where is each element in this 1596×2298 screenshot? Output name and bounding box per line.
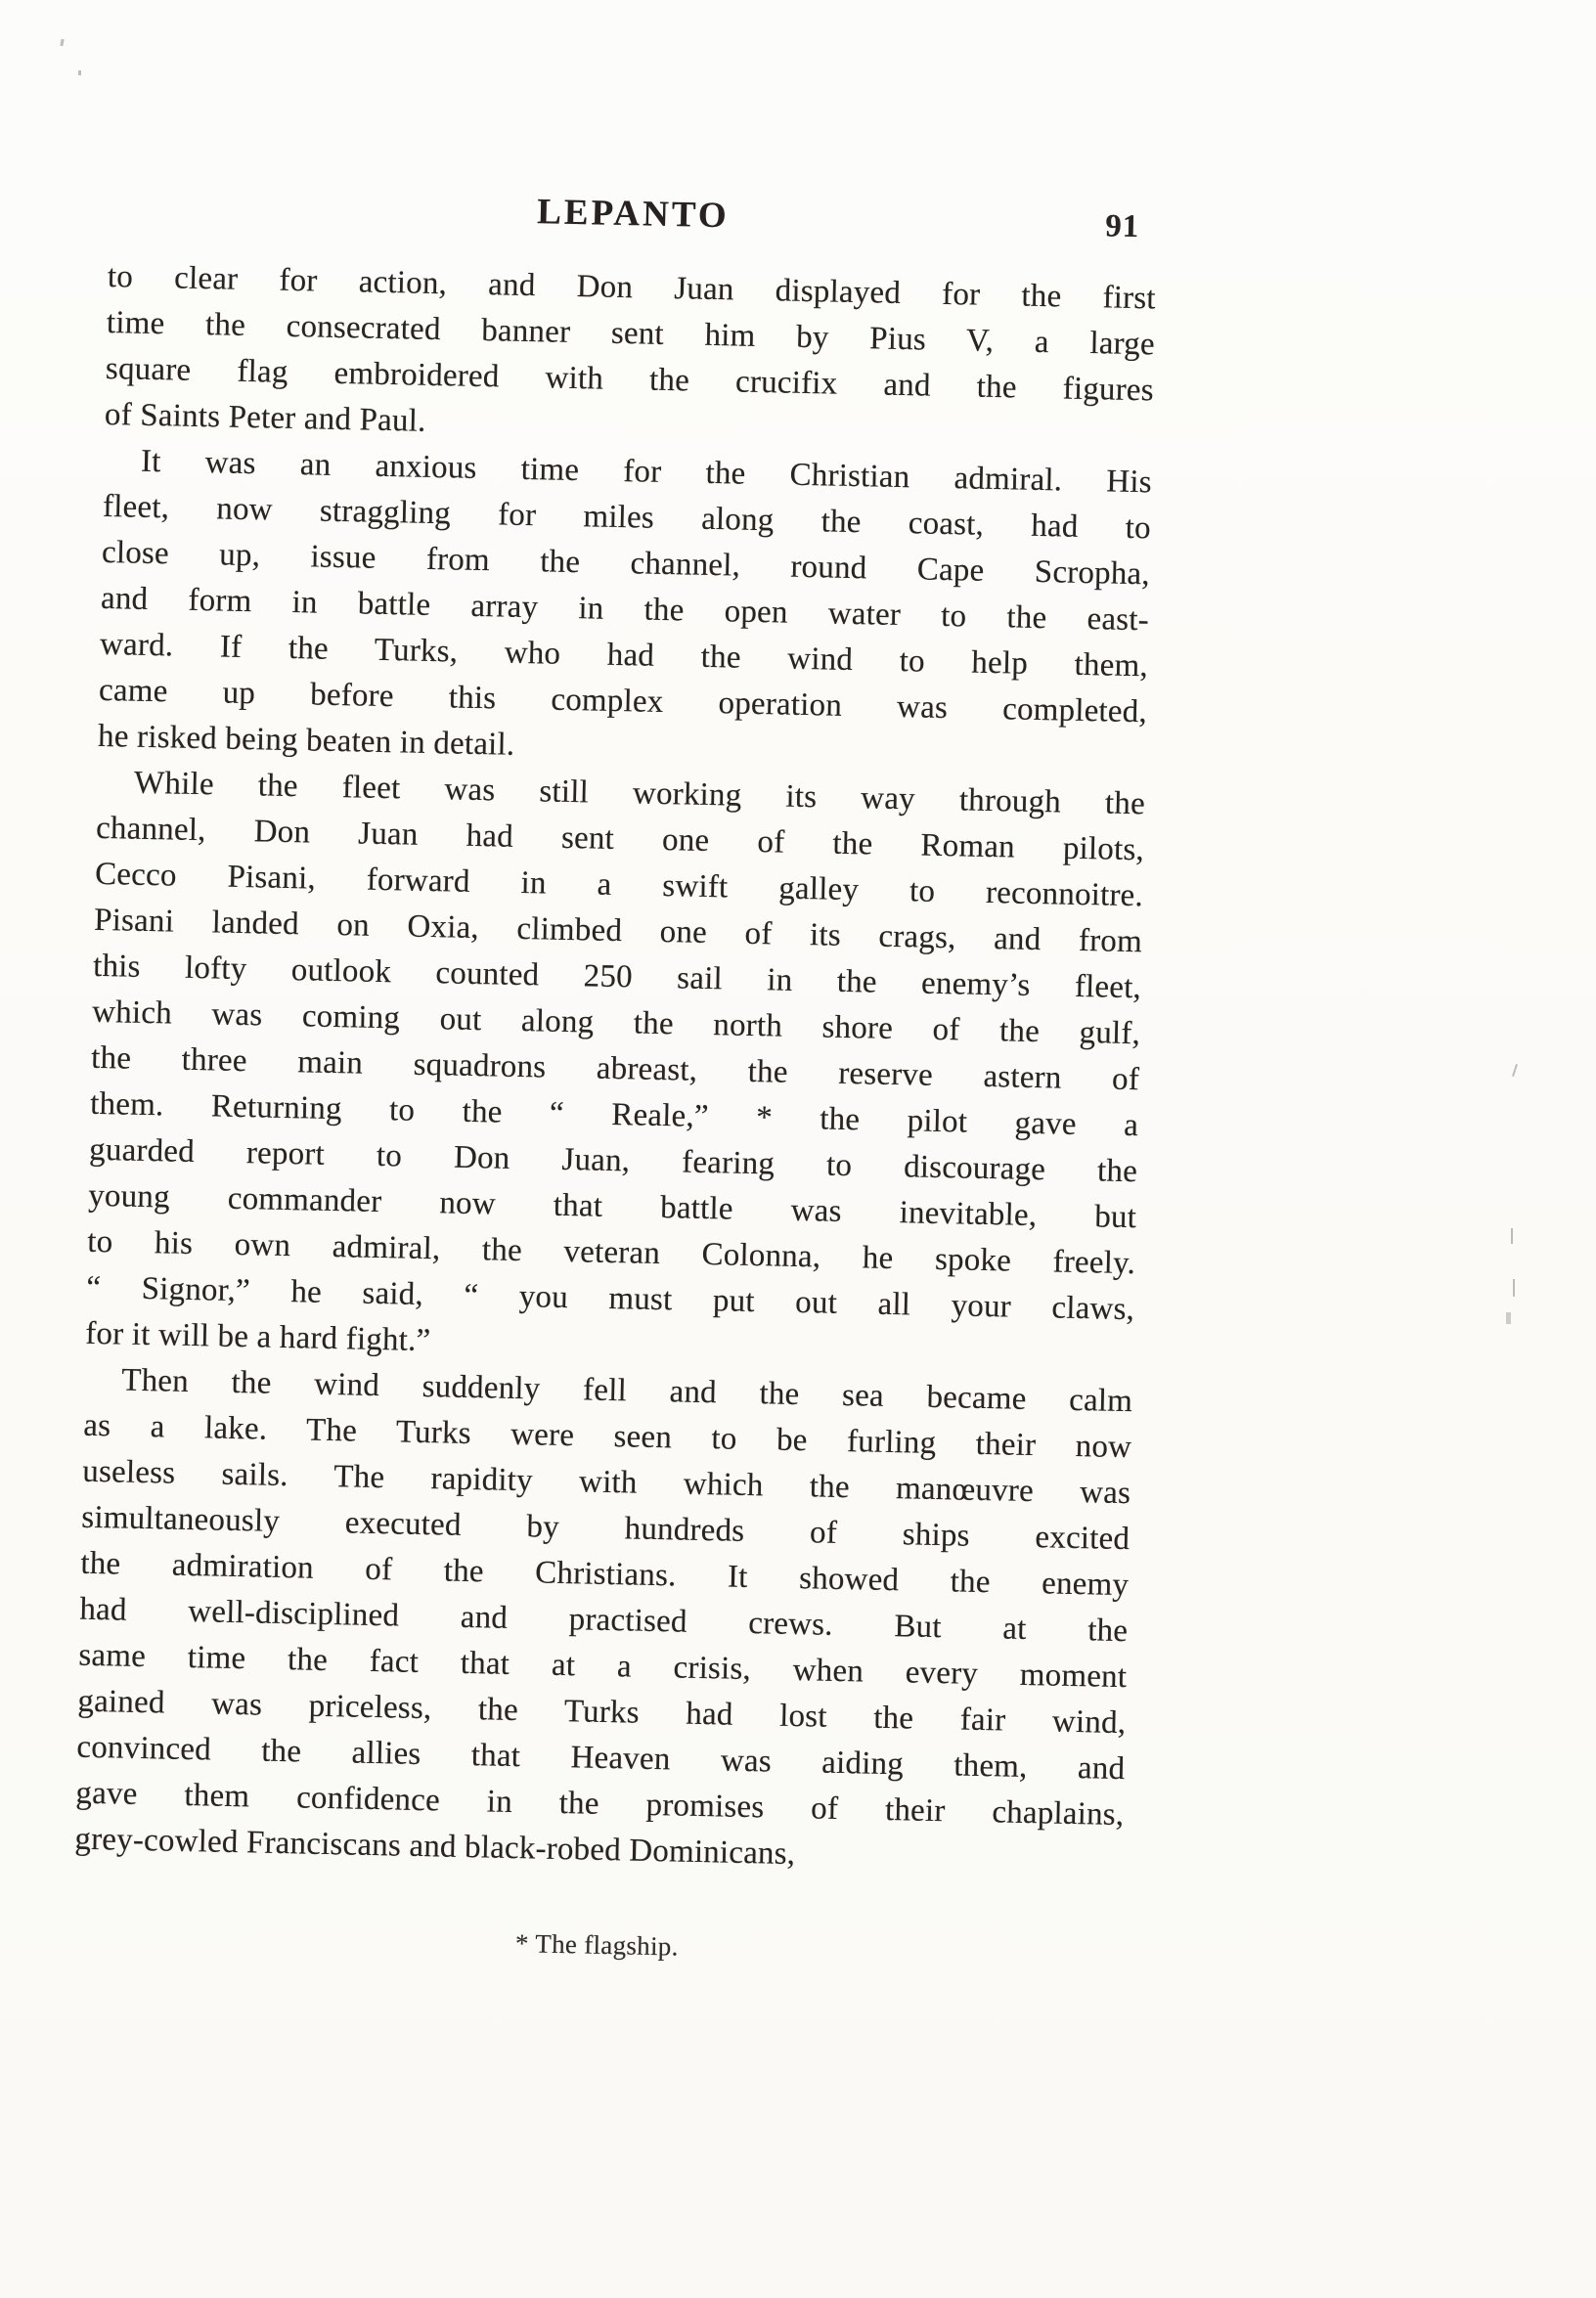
scan-artifact bbox=[1511, 1228, 1513, 1244]
text-line: simultaneously executed by hundreds of ships excited bbox=[81, 1499, 1130, 1558]
paragraph bbox=[105, 254, 1157, 460]
text-line: While the fleet was still working its way through the bbox=[133, 765, 1146, 822]
text-block bbox=[72, 182, 1158, 1971]
scan-artifact bbox=[1512, 1064, 1518, 1077]
text-line: “ Signor,” he said, “ you must put out all your claws, bbox=[85, 1269, 1135, 1328]
text-line: Pisani landed on Oxia, climbed one of its crags, and from bbox=[93, 902, 1143, 960]
scan-artifact bbox=[1506, 1312, 1511, 1324]
chapter-title: LEPANTO bbox=[536, 192, 731, 237]
page-number: 91 bbox=[1104, 208, 1140, 245]
text-line: close up, issue from the channel, round Cape Scropha, bbox=[101, 534, 1151, 593]
text-line: convinced the allies that Heaven was aiding them, and bbox=[76, 1729, 1126, 1788]
text-line: channel, Don Juan had sent one of the Roman pilots, bbox=[95, 810, 1145, 868]
text-line: Then the wind suddenly fell and the sea became calm bbox=[120, 1362, 1133, 1420]
scan-artifact bbox=[60, 39, 64, 46]
text-line: time the consecrated banner sent him by Pius V, a large bbox=[106, 304, 1156, 363]
text-line: for it will be a hard fight.” bbox=[84, 1315, 431, 1359]
scan-artifact bbox=[1513, 1279, 1515, 1297]
text-line: the admiration of the Christians. It showed the enemy bbox=[80, 1545, 1130, 1604]
text-line: to his own admiral, the veteran Colonna, he spoke freely. bbox=[86, 1223, 1136, 1282]
text-line: he risked being beaten in detail. bbox=[97, 718, 515, 763]
text-line: It was an anxious time for the Christian admiral. His bbox=[140, 443, 1153, 501]
text-line: as a lake. The Turks were seen to be furling their now bbox=[82, 1407, 1132, 1466]
text-line: this lofty outlook counted 250 sail in the enemy’s fleet, bbox=[92, 948, 1142, 1006]
text-line: which was coming out along the north shore of the gulf, bbox=[91, 994, 1141, 1052]
text-line: square flag embroidered with the crucifix and the figures bbox=[105, 350, 1155, 409]
text-line: useless sails. The rapidity with which the manœuvre was bbox=[81, 1453, 1131, 1512]
text-line: gave them confidence in the promises of their chaplains, bbox=[75, 1775, 1125, 1834]
paragraph bbox=[98, 438, 1153, 781]
page-body bbox=[74, 254, 1156, 1884]
text-line: the three main squadrons abreast, the reserve astern of bbox=[90, 1039, 1140, 1098]
text-line: ward. If the Turks, who had the wind to help them, bbox=[99, 626, 1149, 685]
text-line: to clear for action, and Don Juan displayed for the first bbox=[107, 258, 1157, 317]
text-line: of Saints Peter and Paul. bbox=[104, 396, 426, 439]
text-line: young commander now that battle was inevitable, but bbox=[87, 1177, 1137, 1236]
page-header bbox=[109, 182, 1158, 254]
text-line: Cecco Pisani, forward in a swift galley to reconnoitre. bbox=[94, 856, 1144, 914]
text-line: guarded report to Don Juan, fearing to discourage the bbox=[88, 1131, 1138, 1190]
text-line: gained was priceless, the Turks had lost the fair wind, bbox=[77, 1683, 1127, 1742]
footnote: * The flagship. bbox=[514, 1928, 680, 1962]
scan-artifact bbox=[78, 70, 81, 75]
paragraph bbox=[74, 1357, 1133, 1884]
text-line: came up before this complex operation was completed, bbox=[98, 672, 1148, 730]
text-line: fleet, now straggling for miles along the coast, had to bbox=[102, 488, 1152, 547]
text-line: and form in battle array in the open water to the east- bbox=[100, 580, 1150, 639]
text-line: grey-cowled Franciscans and black-robed Dominicans, bbox=[74, 1821, 796, 1873]
text-line: had well-disciplined and practised crews. But at the bbox=[79, 1591, 1129, 1650]
text-line: same time the fact that at a crisis, when every moment bbox=[78, 1637, 1128, 1696]
paragraph bbox=[85, 760, 1146, 1379]
text-line: them. Returning to the “ Reale,” * the pilot gave a bbox=[89, 1085, 1139, 1144]
